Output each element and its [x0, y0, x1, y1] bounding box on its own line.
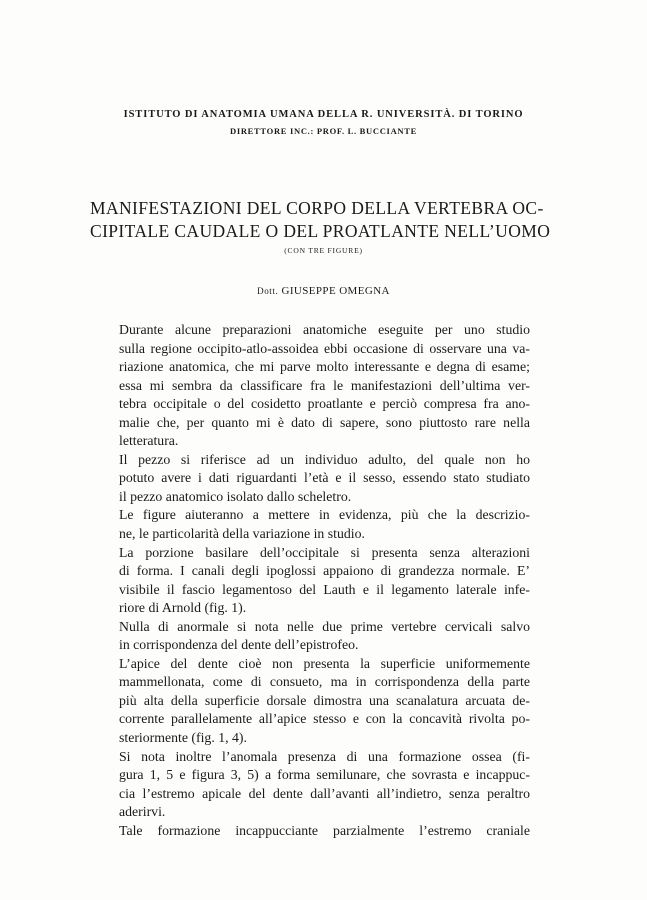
- text-line: L’apice del dente cioè non presenta la superficie uniformemente: [119, 655, 530, 671]
- text-line: il pezzo anatomico isolato dallo scheletro.: [119, 488, 352, 504]
- title-line: CIPITALE CAUDALE O DEL PROATLANTE NELL’UOMO: [90, 221, 551, 241]
- body-paragraph: [92, 321, 530, 451]
- body-paragraph: [92, 544, 530, 618]
- text-line: di forma. I canali degli ipoglossi appaiono di grandezza normale. E’: [119, 563, 530, 579]
- text-line: malie che, per quanto mi è dato di sapere, sono piuttosto rare nella: [119, 414, 530, 430]
- body-paragraph: [92, 655, 530, 748]
- text-line: visibile il fascio legamentoso del Lauth e il legamento laterale infe-: [119, 581, 530, 597]
- text-line: steriormente (fig. 1, 4).: [119, 730, 247, 746]
- text-line: più alta della superficie dorsale dimostra una scanalatura arcuata de-: [119, 692, 530, 708]
- text-line: Si nota inoltre l’anomala presenza di una formazione ossea (fi-: [119, 748, 530, 764]
- body-paragraph: [92, 822, 530, 841]
- text-line: Tale formazione incappucciante parzialmente l’estremo craniale: [119, 822, 530, 838]
- text-line: cia l’estremo apicale del dente dall’avanti all’indietro, senza peraltro: [119, 785, 530, 801]
- body-paragraph: [92, 451, 530, 507]
- institute-heading: ISTITUTO DI ANATOMIA UMANA DELLA R. UNIVERSITÀ. DI TORINO: [123, 109, 524, 120]
- text-line: Nulla di anormale si nota nelle due prime vertebre cervicali salvo: [119, 618, 530, 634]
- text-line: mammellonata, come di consueto, ma in corrispondenza della parte: [119, 674, 530, 690]
- article-title: [90, 197, 551, 243]
- text-line: tebra occipitale o del cosidetto proatlante e perciò compresa fra ano-: [119, 396, 530, 412]
- text-line: riore di Arnold (fig. 1).: [119, 600, 247, 616]
- title-line: MANIFESTAZIONI DEL CORPO DELLA VERTEBRA OC-: [90, 198, 544, 218]
- body-paragraph: [92, 618, 530, 655]
- text-line: aderirvi.: [119, 804, 166, 820]
- text-line: Durante alcune preparazioni anatomiche eseguite per uno studio: [119, 322, 530, 337]
- author-prefix: Dott.: [257, 286, 279, 296]
- text-line: essa mi sembra da classificare fra le manifestazioni dell’ultima ver-: [119, 377, 530, 393]
- text-line: letteratura.: [119, 433, 179, 449]
- author-name: GIUSEPPE OMEGNA: [281, 285, 390, 297]
- text-line: Le figure aiuteranno a mettere in evidenza, più che la descrizio-: [119, 507, 530, 523]
- text-line: potuto avere i dati riguardanti l’età e il sesso, essendo stato studiato: [119, 470, 530, 486]
- text-line: gura 1, 5 e figura 3, 5) a forma semilunare, che sovrasta e incappuc-: [119, 767, 530, 783]
- text-line: sulla regione occipito-atlo-assoidea ebbi occasione di osservare una va-: [119, 340, 530, 356]
- text-line: Il pezzo si riferisce ad un individuo adulto, del quale non ho: [119, 451, 530, 467]
- body-paragraph: [92, 506, 530, 543]
- text-line: ne, le particolarità della variazione in studio.: [119, 526, 365, 542]
- author-byline: [0, 284, 647, 298]
- text-line: La porzione basilare dell’occipitale si presenta senza alterazioni: [119, 544, 530, 560]
- text-line: in corrispondenza del dente dell’epistrofeo.: [119, 637, 359, 653]
- director-line: DIRETTORE INC.: PROF. L. BUCCIANTE: [230, 126, 417, 136]
- article-body: [92, 321, 530, 840]
- text-line: corrente parallelamente all’apice stesso e con la concavità rivolta po-: [119, 711, 530, 727]
- body-paragraph: [92, 748, 530, 822]
- figures-note: (CON TRE FIGURE): [284, 246, 363, 255]
- text-line: riazione anatomica, che mi parve molto interessante e degna di esame;: [119, 359, 530, 375]
